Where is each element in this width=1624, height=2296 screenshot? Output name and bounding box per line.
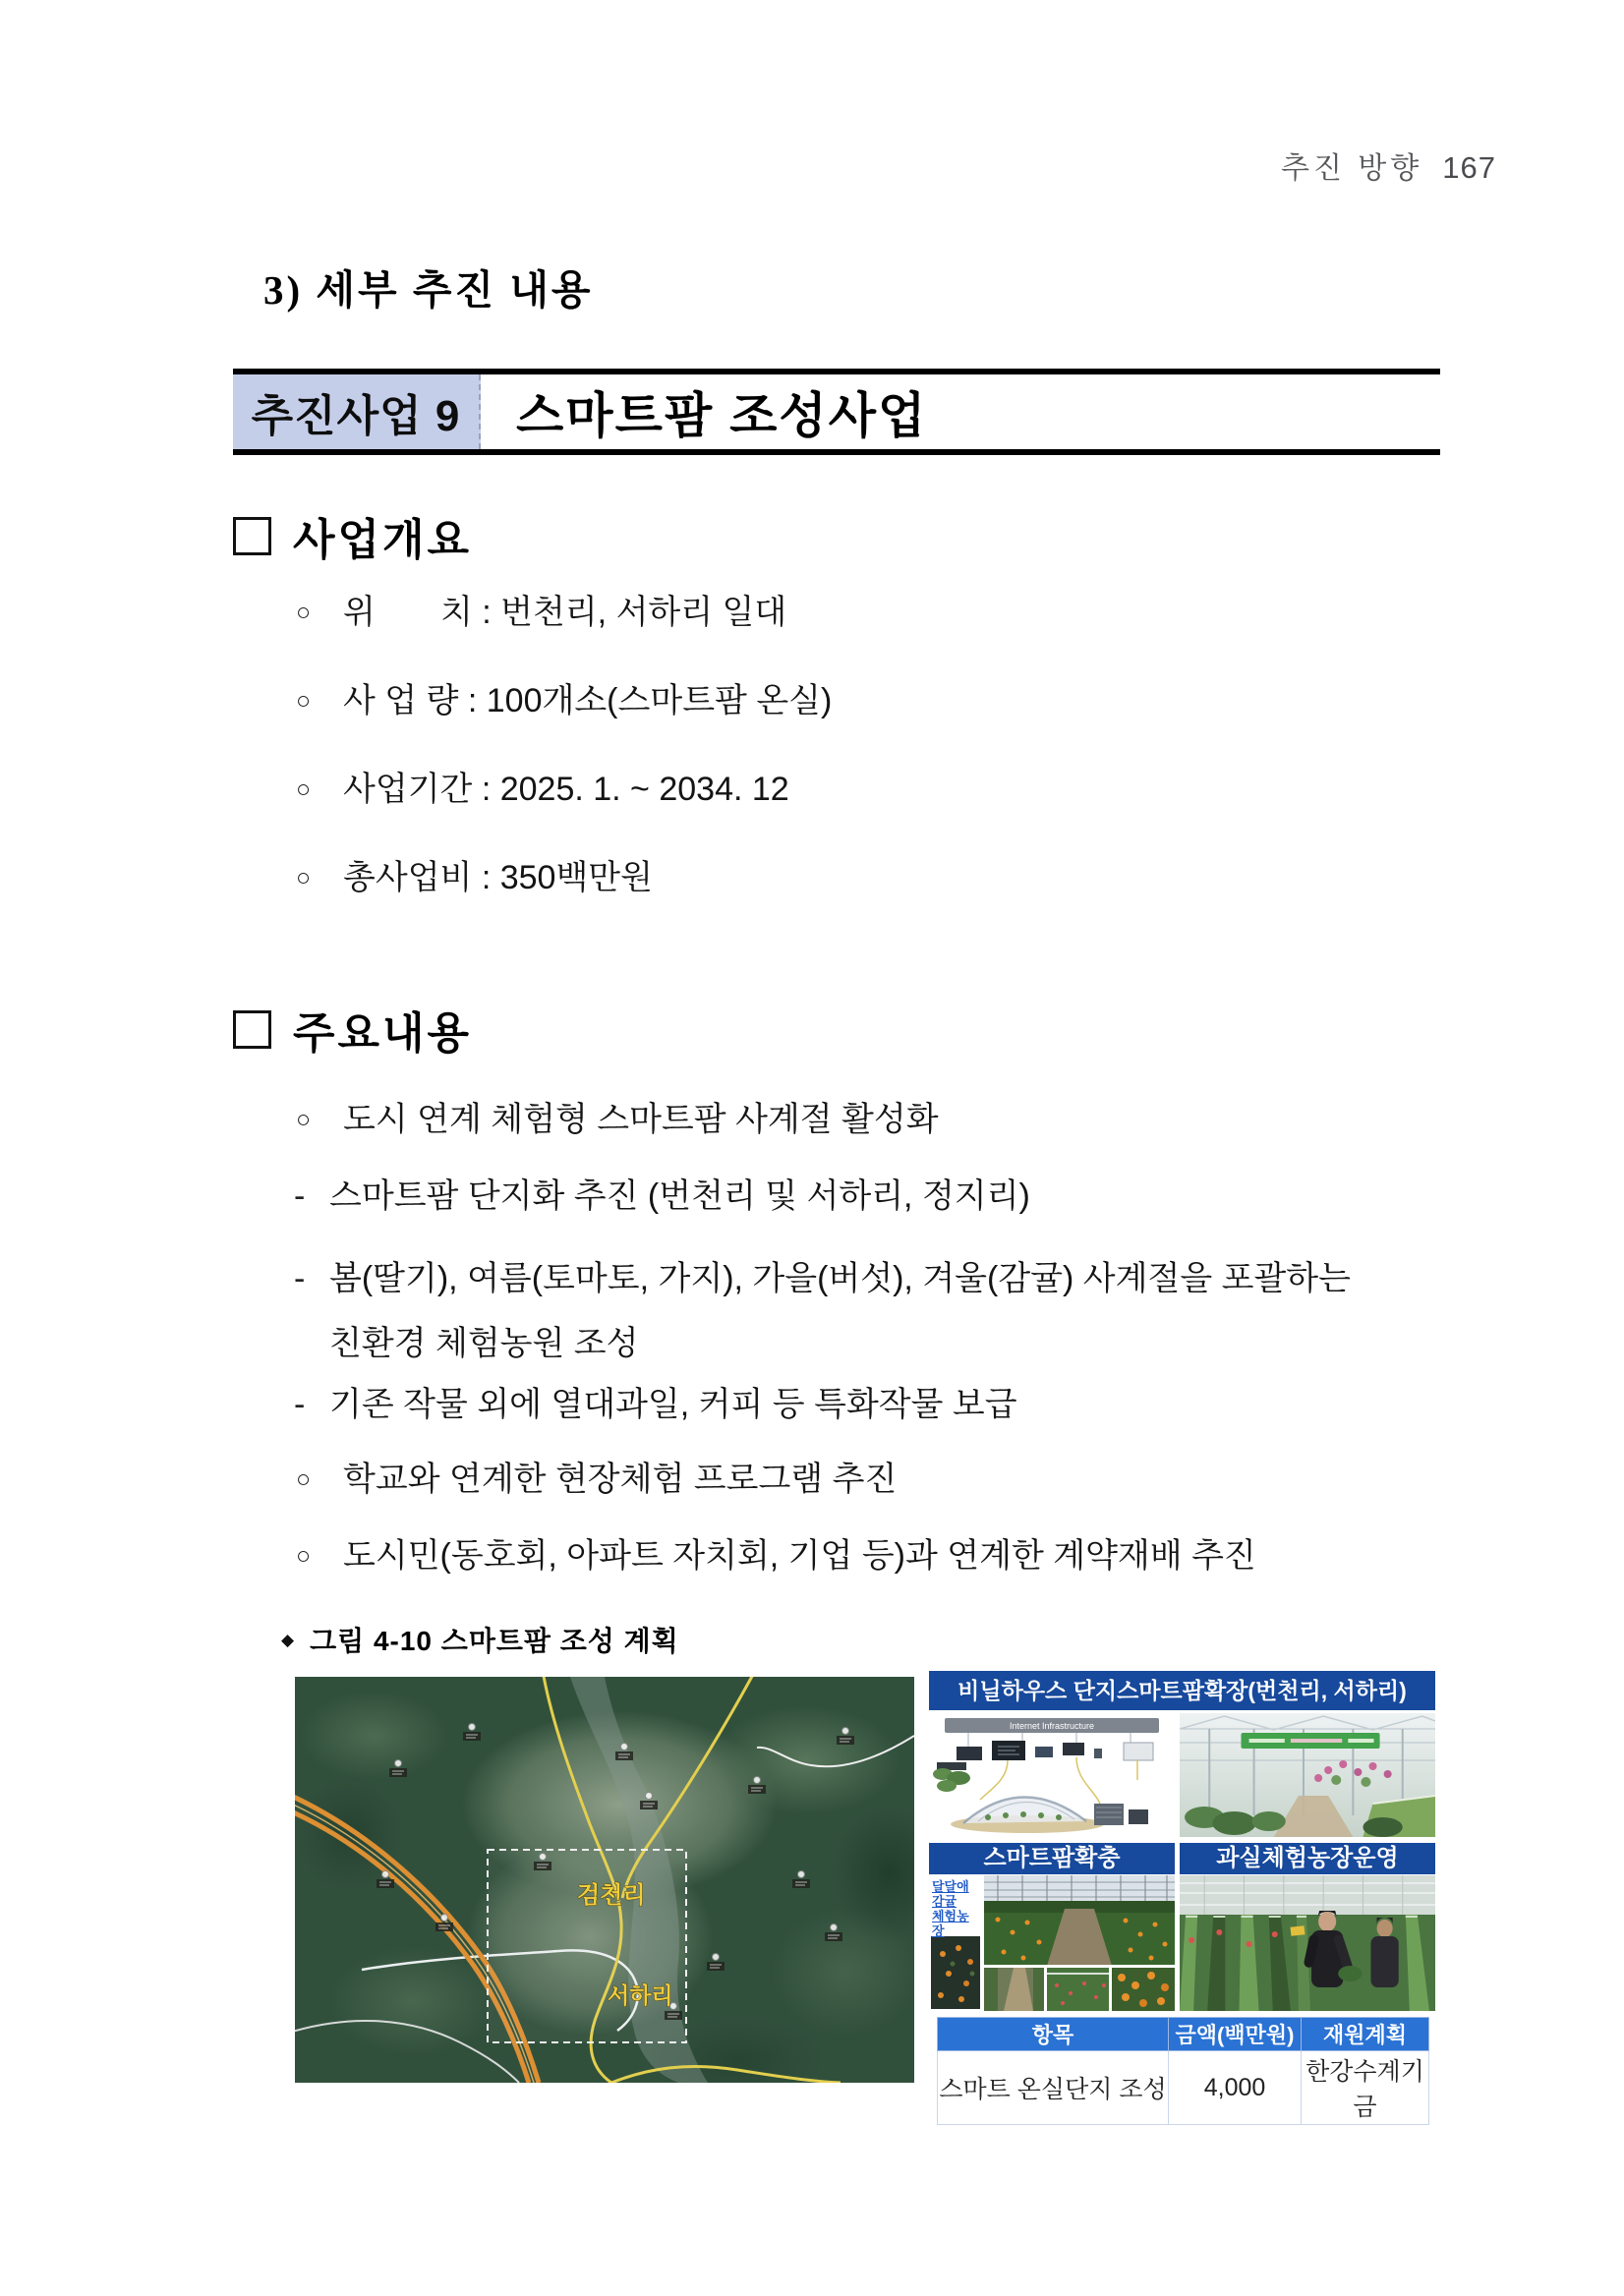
list-item <box>294 1382 1017 1427</box>
overview-item-text: 위 치 : 번천리, 서하리 일대 <box>343 594 787 631</box>
collage-row-1 <box>929 1713 1435 1837</box>
page-title: 3) 세부 추진 내용 <box>263 267 594 313</box>
circle-bullet-icon: ○ <box>296 1106 312 1133</box>
circle-bullet-icon: ○ <box>296 599 312 626</box>
page-header <box>1281 144 1496 187</box>
map-label-seohari: 서하리 <box>608 1982 673 2008</box>
smartfarm-diagram-image <box>929 1713 1175 1837</box>
contents-item-text: 도시 연계 체험형 스마트팜 사계절 활성화 <box>343 1101 939 1138</box>
contents-item-text: 봄(딸기), 여름(토마토, 가지), 가을(버섯), 겨울(감귤) 사계절을 포괄하는 친환경 체험농원 조성 <box>329 1260 1351 1362</box>
project-banner-label: 추진사업 9 <box>233 374 481 449</box>
list-item <box>294 1457 897 1502</box>
dash-bullet-icon: - <box>294 1260 306 1297</box>
section-contents <box>233 1003 1440 1602</box>
circle-bullet-icon: ○ <box>296 1465 312 1493</box>
farm-note-line1: 달달애감귤 <box>932 1879 969 1909</box>
contents-item-text: 도시민(동호회, 아파트 자치회, 기업 등)과 연계한 계약재배 추진 <box>343 1537 1256 1575</box>
satellite-map-graphic <box>295 1677 914 2083</box>
budget-table <box>937 2017 1429 2125</box>
square-marker-icon <box>233 517 271 555</box>
project-banner <box>233 369 1440 455</box>
section-overview <box>233 509 1440 932</box>
tangerine-farm-photo <box>929 1875 1175 2011</box>
strawberry-greenhouse-photo <box>1180 1875 1435 2011</box>
map-label-geomcheonri: 검천리 <box>577 1882 646 1909</box>
farm-note-text <box>932 1879 981 1938</box>
contents-item-text: 기존 작물 외에 열대과일, 커피 등 특화작물 보급 <box>329 1386 1017 1423</box>
list-item <box>294 1174 1030 1219</box>
circle-bullet-icon: ○ <box>296 775 312 803</box>
flower-greenhouse-photo <box>1180 1713 1435 1837</box>
dash-bullet-icon: - <box>294 1177 306 1215</box>
list-item <box>294 590 786 635</box>
list-item <box>294 1533 1256 1578</box>
overview-item-text: 사 업 량 : 100개소(스마트팜 온실) <box>343 682 833 719</box>
page-number: 167 <box>1442 150 1496 185</box>
diamond-bullet-icon: ◆ <box>281 1630 295 1649</box>
list-item <box>294 1097 939 1142</box>
dash-bullet-icon: - <box>294 1386 306 1423</box>
overview-heading-text: 사업개요 <box>293 516 473 564</box>
budget-cell-amount: 4,000 <box>1169 2051 1302 2125</box>
list-item <box>294 855 653 900</box>
diagram-title-text: Internet Infrastructure <box>1009 1721 1095 1731</box>
figure-caption-text: 그림 4-10 스마트팜 조성 계획 <box>310 1626 679 1656</box>
overview-heading <box>233 509 1440 562</box>
budget-cell-item: 스마트 온실단지 조성 <box>938 2051 1169 2125</box>
satellite-map-image <box>295 1677 914 2083</box>
list-item <box>294 678 832 723</box>
area-of-interest-box <box>488 1850 686 2042</box>
list-item <box>294 767 789 812</box>
circle-bullet-icon: ○ <box>296 687 312 715</box>
strawberry-greenhouse-graphic <box>1180 1875 1435 2011</box>
overview-item-text: 총사업비 : 350백만원 <box>343 859 653 896</box>
banner-fruit-farm: 과실체험농장운영 <box>1180 1843 1435 1874</box>
collage-banner-top: 비닐하우스 단지스마트팜확장(번천리, 서하리) <box>929 1671 1435 1710</box>
collage-row-2-banners <box>929 1843 1435 1874</box>
contents-item-text: 학교와 연계한 현장체험 프로그램 추진 <box>343 1461 898 1498</box>
diagram-graphic <box>929 1713 1175 1837</box>
smartfarm-collage <box>929 1671 1435 2121</box>
square-marker-icon <box>233 1010 271 1049</box>
project-banner-title: 스마트팜 조성사업 <box>516 388 928 443</box>
flower-greenhouse-graphic <box>1180 1713 1435 1837</box>
collage-row-2 <box>929 1875 1435 2011</box>
banner-smartfarm-expansion: 스마트팜확충 <box>929 1843 1175 1874</box>
list-item <box>294 1256 1371 1376</box>
contents-heading-text: 주요내용 <box>293 1009 473 1058</box>
header-section-title: 추진 방향 <box>1281 152 1423 185</box>
budget-cell-funding: 한강수계기금 <box>1302 2051 1429 2125</box>
budget-table-row <box>938 2051 1429 2125</box>
budget-table-header-row <box>938 2018 1429 2051</box>
farm-note-line2: 체험농장 <box>932 1909 969 1938</box>
contents-item-text: 스마트팜 단지화 추진 (번천리 및 서하리, 정지리) <box>329 1177 1030 1215</box>
overview-item-text: 사업기간 : 2025. 1. ~ 2034. 12 <box>343 771 789 808</box>
circle-bullet-icon: ○ <box>296 1542 312 1570</box>
figure-caption <box>281 1620 679 1659</box>
circle-bullet-icon: ○ <box>296 864 312 891</box>
budget-header-item: 항목 <box>938 2018 1169 2051</box>
budget-header-amount: 금액(백만원) <box>1169 2018 1302 2051</box>
budget-header-funding: 재원계획 <box>1302 2018 1429 2051</box>
contents-heading <box>233 1003 1440 1056</box>
